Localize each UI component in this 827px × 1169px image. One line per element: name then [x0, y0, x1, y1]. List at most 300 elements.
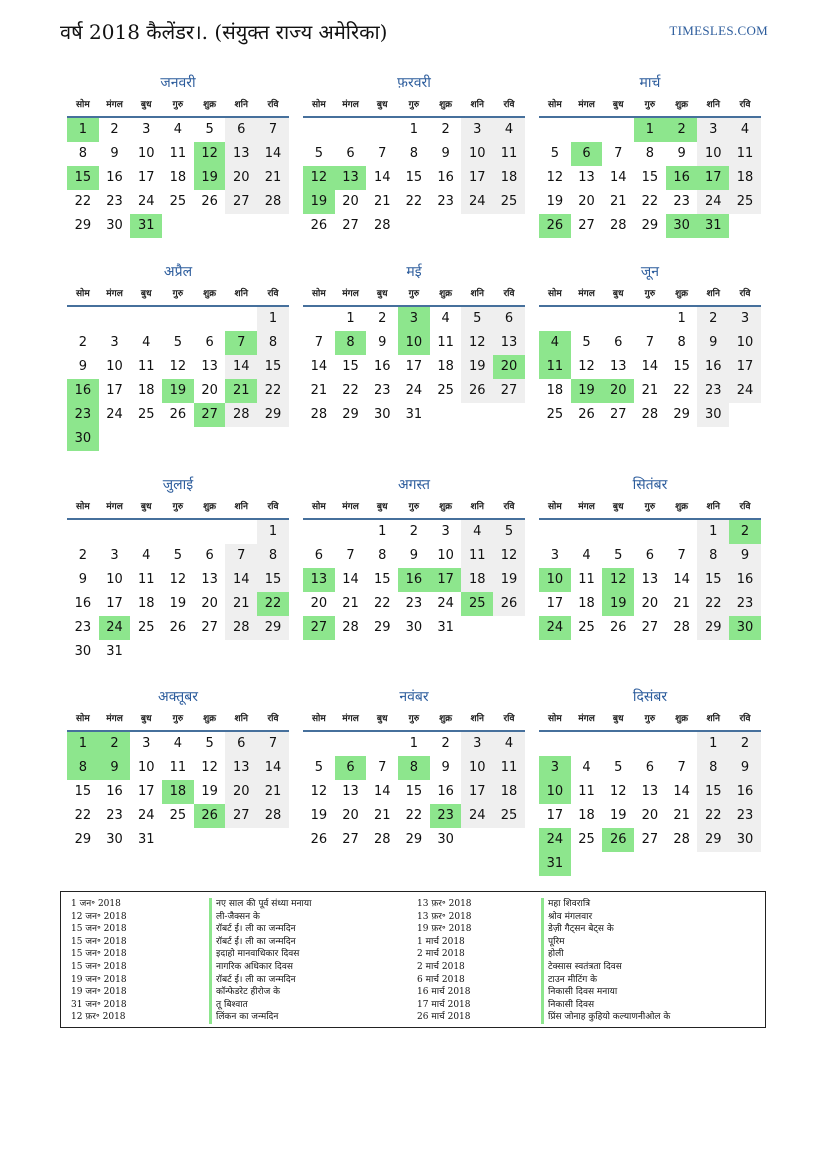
- day-cell: 2: [378, 311, 387, 326]
- holiday-day-cell: 13: [335, 166, 367, 190]
- day-cell: 20: [641, 808, 659, 823]
- legend-event: नागरिक अधिकार दिवस: [209, 961, 311, 974]
- holiday-day-cell: 25: [461, 592, 493, 616]
- empty-cell: [666, 520, 698, 544]
- day-cell: 29: [673, 407, 690, 422]
- day-cell: 29: [697, 828, 729, 852]
- day-cell: 7: [378, 146, 387, 161]
- day-cell: 15: [673, 359, 690, 374]
- month-name: नवंबर: [399, 689, 429, 705]
- holiday-day-cell: 19: [303, 190, 335, 214]
- day-cell: 16: [74, 596, 92, 611]
- day-cell: 17: [137, 784, 155, 799]
- site-link[interactable]: TIMESLES.COM: [669, 23, 768, 38]
- day-cell: 6: [493, 307, 525, 331]
- day-cell: 5: [173, 335, 183, 350]
- weekday-header: शनि: [461, 283, 493, 307]
- day-cell: 12: [169, 572, 187, 587]
- day-cell: 26: [461, 379, 493, 403]
- month-grid: [303, 283, 525, 427]
- day-cell: 20: [342, 808, 359, 823]
- day-cell: 11: [437, 335, 454, 350]
- month-grid: [539, 708, 761, 876]
- month-grid: [303, 496, 525, 640]
- legend-date: 19 फ़र॰ 2018: [417, 924, 472, 935]
- day-cell: 3: [461, 732, 493, 756]
- weekday-header: सोम: [303, 94, 335, 118]
- day-cell: 9: [697, 331, 729, 355]
- day-cell: 14: [257, 142, 289, 166]
- day-cell: 7: [314, 335, 323, 350]
- empty-cell: [571, 118, 603, 142]
- empty-cell: [130, 520, 162, 544]
- day-cell: 6: [346, 146, 355, 161]
- weekday-header: बुध: [130, 708, 162, 732]
- weekday-header: शुक्र: [666, 94, 698, 118]
- day-cell: 15: [405, 170, 423, 185]
- legend-event: निकासी दिवस मनाया: [541, 986, 670, 999]
- holiday-day-cell: 30: [67, 427, 99, 451]
- day-cell: 11: [578, 784, 595, 799]
- weekday-header: सोम: [303, 708, 335, 732]
- empty-cell: [303, 307, 335, 331]
- weekday-header: गुरु: [634, 708, 666, 732]
- day-cell: 18: [578, 596, 595, 611]
- weekday-header: गुरु: [398, 283, 430, 307]
- day-cell: 14: [641, 359, 659, 374]
- weekday-header: रवि: [493, 94, 525, 118]
- holiday-day-cell: 1: [634, 118, 666, 142]
- legend-event: नए साल की पूर्व संध्या मनाया: [209, 898, 311, 911]
- day-cell: 30: [405, 620, 423, 635]
- holiday-day-cell: 10: [398, 331, 430, 355]
- day-cell: 18: [169, 170, 187, 185]
- weekday-header: बुध: [366, 496, 398, 520]
- day-cell: 23: [373, 383, 391, 398]
- day-cell: 25: [137, 407, 155, 422]
- day-cell: 5: [582, 335, 591, 350]
- holiday-day-cell: 10: [539, 780, 571, 804]
- day-cell: 22: [697, 804, 729, 828]
- day-cell: 12: [578, 359, 595, 374]
- day-cell: 30: [74, 644, 92, 659]
- day-cell: 29: [641, 218, 659, 233]
- holiday-day-cell: 8: [67, 756, 99, 780]
- day-cell: 28: [342, 620, 359, 635]
- day-cell: 16: [729, 780, 761, 804]
- weekday-header: रवि: [493, 496, 525, 520]
- day-cell: 21: [257, 780, 289, 804]
- legend-date: 26 मार्च 2018: [417, 1012, 471, 1023]
- day-cell: 17: [405, 359, 423, 374]
- calendar-title: वर्ष 2018 कैलेंडर।. (संयुक्त राज्य अमेरिका): [60, 20, 388, 44]
- holiday-day-cell: 16: [398, 568, 430, 592]
- day-cell: 7: [614, 146, 623, 161]
- day-cell: 20: [342, 194, 359, 209]
- empty-cell: [335, 520, 367, 544]
- holiday-day-cell: 12: [602, 568, 634, 592]
- day-cell: 6: [645, 548, 655, 563]
- empty-cell: [335, 118, 367, 142]
- holiday-day-cell: 31: [539, 852, 571, 876]
- weekday-header: मंगल: [335, 708, 367, 732]
- legend-date: 31 जन॰ 2018: [71, 999, 127, 1010]
- day-cell: 4: [173, 736, 183, 751]
- holiday-day-cell: 9: [99, 756, 131, 780]
- day-cell: 20: [578, 194, 595, 209]
- day-cell: 4: [582, 760, 591, 775]
- day-cell: 2: [441, 122, 450, 137]
- day-cell: 18: [137, 383, 155, 398]
- legend-event: निकासी दिवस: [541, 999, 670, 1012]
- empty-cell: [194, 307, 226, 331]
- legend-event: होली: [541, 948, 670, 961]
- day-cell: 3: [461, 118, 493, 142]
- weekday-header: शनि: [461, 94, 493, 118]
- empty-cell: [666, 732, 698, 756]
- day-cell: 7: [257, 118, 289, 142]
- day-cell: 11: [493, 756, 525, 780]
- holiday-day-cell: 16: [666, 166, 698, 190]
- month-grid: [303, 94, 525, 238]
- day-cell: 5: [205, 736, 214, 751]
- weekday-header: शुक्र: [430, 94, 462, 118]
- weekday-header: सोम: [67, 496, 99, 520]
- day-cell: 23: [697, 379, 729, 403]
- day-cell: 20: [225, 166, 257, 190]
- day-cell: 14: [257, 756, 289, 780]
- day-cell: 13: [493, 331, 525, 355]
- holiday-day-cell: 1: [67, 732, 99, 756]
- day-cell: 4: [493, 118, 525, 142]
- day-cell: 30: [373, 407, 391, 422]
- day-cell: 27: [641, 832, 659, 847]
- day-cell: 2: [697, 307, 729, 331]
- weekday-header: सोम: [539, 283, 571, 307]
- day-cell: 5: [493, 520, 525, 544]
- weekday-header: रवि: [729, 283, 761, 307]
- weekday-header: बुध: [130, 283, 162, 307]
- day-cell: 15: [373, 572, 391, 587]
- legend-date: 19 जन॰ 2018: [71, 974, 127, 985]
- day-cell: 15: [641, 170, 659, 185]
- day-cell: 22: [74, 194, 92, 209]
- day-cell: 3: [729, 307, 761, 331]
- legend-event: प्रिंस जोनाह कुहियो कल्याणनीओल के: [541, 1011, 670, 1024]
- day-cell: 19: [546, 194, 564, 209]
- day-cell: 8: [645, 146, 655, 161]
- weekday-header: बुध: [602, 94, 634, 118]
- month-calendar: [303, 72, 525, 238]
- weekday-header: गुरु: [634, 283, 666, 307]
- day-cell: 10: [437, 548, 454, 563]
- holiday-day-cell: 20: [602, 379, 634, 403]
- month-name: जुलाई: [162, 477, 194, 493]
- weekday-header: मंगल: [99, 94, 131, 118]
- day-cell: 22: [405, 194, 423, 209]
- day-cell: 25: [137, 620, 155, 635]
- empty-cell: [571, 520, 603, 544]
- day-cell: 29: [342, 407, 359, 422]
- day-cell: 27: [578, 218, 595, 233]
- legend-date: 13 फ़र॰ 2018: [417, 899, 472, 909]
- day-cell: 19: [169, 596, 187, 611]
- legend-event: डेज़ी गैट्सन बेट्स के: [541, 923, 670, 936]
- day-cell: 10: [106, 572, 123, 587]
- weekday-header: मंगल: [99, 283, 131, 307]
- holiday-day-cell: 19: [571, 379, 603, 403]
- legend-date: 2 मार्च 2018: [417, 949, 465, 960]
- weekday-header: शनि: [461, 708, 493, 732]
- day-cell: 7: [346, 548, 355, 563]
- weekday-header: शनि: [697, 708, 729, 732]
- day-cell: 8: [677, 335, 686, 350]
- day-cell: 19: [201, 784, 218, 799]
- day-cell: 16: [697, 355, 729, 379]
- day-cell: 12: [493, 544, 525, 568]
- legend-dates-right: [417, 898, 472, 1024]
- weekday-header: रवि: [257, 283, 289, 307]
- holiday-day-cell: 30: [729, 616, 761, 640]
- holiday-day-cell: 3: [398, 307, 430, 331]
- day-cell: 17: [137, 170, 155, 185]
- month-calendar: [67, 686, 289, 852]
- day-cell: 6: [614, 335, 623, 350]
- day-cell: 30: [106, 832, 123, 847]
- empty-cell: [225, 520, 257, 544]
- day-cell: 4: [441, 311, 450, 326]
- holiday-day-cell: 30: [666, 214, 698, 238]
- day-cell: 1: [257, 520, 289, 544]
- day-cell: 18: [546, 383, 564, 398]
- holiday-day-cell: 23: [67, 403, 99, 427]
- empty-cell: [99, 307, 131, 331]
- weekday-header: शनि: [697, 496, 729, 520]
- holiday-day-cell: 2: [666, 118, 698, 142]
- day-cell: 20: [310, 596, 328, 611]
- legend-date: 15 जन॰ 2018: [71, 961, 127, 972]
- day-cell: 27: [609, 407, 627, 422]
- day-cell: 4: [173, 122, 183, 137]
- empty-cell: [366, 732, 398, 756]
- empty-cell: [194, 520, 226, 544]
- day-cell: 21: [373, 808, 391, 823]
- month-name: अगस्त: [397, 477, 430, 493]
- legend-date: 19 जन॰ 2018: [71, 987, 127, 998]
- day-cell: 11: [137, 359, 155, 374]
- day-cell: 1: [257, 307, 289, 331]
- legend-date: 15 जन॰ 2018: [71, 949, 127, 960]
- weekday-header: गुरु: [162, 283, 194, 307]
- month-calendar: [303, 474, 525, 640]
- day-cell: 4: [582, 548, 591, 563]
- day-cell: 18: [437, 359, 454, 374]
- holiday-day-cell: 2: [729, 520, 761, 544]
- day-cell: 17: [546, 596, 564, 611]
- day-cell: 18: [137, 596, 155, 611]
- day-cell: 10: [461, 142, 493, 166]
- weekday-header: रवि: [493, 708, 525, 732]
- weekday-header: बुध: [602, 283, 634, 307]
- holiday-legend: [60, 891, 766, 1028]
- day-cell: 20: [201, 596, 218, 611]
- day-cell: 8: [697, 756, 729, 780]
- day-cell: 8: [409, 146, 419, 161]
- day-cell: 13: [641, 572, 659, 587]
- legend-date: 13 फ़र॰ 2018: [417, 911, 472, 922]
- month-grid: [303, 708, 525, 852]
- weekday-header: रवि: [729, 94, 761, 118]
- day-cell: 29: [74, 218, 92, 233]
- day-cell: 28: [641, 407, 659, 422]
- weekday-header: सोम: [67, 283, 99, 307]
- day-cell: 25: [437, 383, 454, 398]
- legend-events-left: [209, 898, 311, 1024]
- day-cell: 23: [106, 194, 123, 209]
- day-cell: 22: [342, 383, 359, 398]
- day-cell: 17: [729, 355, 761, 379]
- day-cell: 27: [342, 832, 359, 847]
- day-cell: 25: [493, 804, 525, 828]
- holiday-day-cell: 27: [303, 616, 335, 640]
- holiday-day-cell: 24: [539, 828, 571, 852]
- weekday-header: शुक्र: [666, 496, 698, 520]
- day-cell: 7: [225, 544, 257, 568]
- weekday-header: रवि: [257, 496, 289, 520]
- weekday-header: मंगल: [99, 496, 131, 520]
- day-cell: 1: [409, 122, 419, 137]
- day-cell: 1: [697, 520, 729, 544]
- holiday-day-cell: 13: [303, 568, 335, 592]
- day-cell: 30: [729, 828, 761, 852]
- holiday-day-cell: 17: [430, 568, 462, 592]
- day-cell: 30: [106, 218, 123, 233]
- day-cell: 12: [310, 784, 328, 799]
- weekday-header: शनि: [225, 283, 257, 307]
- holiday-day-cell: 22: [257, 592, 289, 616]
- day-cell: 5: [614, 760, 623, 775]
- day-cell: 9: [441, 760, 450, 775]
- empty-cell: [303, 520, 335, 544]
- day-cell: 17: [461, 780, 493, 804]
- day-cell: 21: [342, 596, 359, 611]
- month-calendar: [539, 261, 761, 427]
- holiday-day-cell: 19: [162, 379, 194, 403]
- weekday-header: सोम: [303, 283, 335, 307]
- legend-date: 1 मार्च 2018: [417, 936, 465, 947]
- weekday-header: रवि: [729, 496, 761, 520]
- day-cell: 1: [409, 736, 419, 751]
- empty-cell: [162, 307, 194, 331]
- day-cell: 21: [673, 596, 690, 611]
- legend-event: तू बिश्वात: [209, 999, 311, 1012]
- legend-event: लिंकन का जन्मदिन: [209, 1011, 311, 1024]
- day-cell: 9: [78, 359, 87, 374]
- month-calendar: [539, 686, 761, 876]
- day-cell: 5: [614, 548, 623, 563]
- weekday-header: शनि: [225, 496, 257, 520]
- holiday-day-cell: 31: [697, 214, 729, 238]
- empty-cell: [602, 732, 634, 756]
- empty-cell: [366, 118, 398, 142]
- day-cell: 18: [493, 166, 525, 190]
- empty-cell: [335, 732, 367, 756]
- empty-cell: [602, 307, 634, 331]
- day-cell: 7: [257, 732, 289, 756]
- day-cell: 12: [609, 784, 627, 799]
- day-cell: 22: [74, 808, 92, 823]
- day-cell: 25: [578, 620, 595, 635]
- month-calendar: [67, 261, 289, 451]
- weekday-header: सोम: [539, 708, 571, 732]
- day-cell: 29: [373, 620, 391, 635]
- holiday-day-cell: 8: [335, 331, 367, 355]
- legend-event: पूरिम: [541, 936, 670, 949]
- day-cell: 1: [346, 311, 355, 326]
- day-cell: 21: [310, 383, 328, 398]
- legend-event: श्रोव मंगलवार: [541, 911, 670, 924]
- empty-cell: [303, 732, 335, 756]
- day-cell: 9: [378, 335, 387, 350]
- empty-cell: [539, 307, 571, 331]
- holiday-day-cell: 26: [194, 804, 226, 828]
- day-cell: 7: [645, 335, 655, 350]
- day-cell: 14: [673, 572, 690, 587]
- day-cell: 11: [493, 142, 525, 166]
- day-cell: 16: [106, 784, 123, 799]
- weekday-header: गुरु: [398, 496, 430, 520]
- day-cell: 24: [729, 379, 761, 403]
- month-calendar: [67, 72, 289, 238]
- legend-event: कॉन्फेडरेट हीरोज के: [209, 986, 311, 999]
- day-cell: 27: [201, 620, 218, 635]
- day-cell: 19: [461, 355, 493, 379]
- weekday-header: बुध: [602, 496, 634, 520]
- holiday-day-cell: 26: [602, 828, 634, 852]
- holiday-day-cell: 7: [225, 331, 257, 355]
- month-grid: [539, 283, 761, 427]
- holiday-day-cell: 12: [194, 142, 226, 166]
- holiday-day-cell: 18: [162, 780, 194, 804]
- day-cell: 6: [225, 118, 257, 142]
- day-cell: 19: [609, 808, 627, 823]
- day-cell: 20: [641, 596, 659, 611]
- day-cell: 18: [461, 568, 493, 592]
- weekday-header: गुरु: [398, 94, 430, 118]
- day-cell: 11: [169, 760, 187, 775]
- weekday-header: सोम: [67, 708, 99, 732]
- day-cell: 22: [697, 592, 729, 616]
- month-name: दिसंबर: [632, 689, 668, 705]
- weekday-header: मंगल: [571, 94, 603, 118]
- day-cell: 29: [405, 832, 423, 847]
- day-cell: 15: [257, 355, 289, 379]
- holiday-day-cell: 24: [99, 616, 131, 640]
- weekday-header: शुक्र: [194, 94, 226, 118]
- day-cell: 12: [201, 760, 218, 775]
- day-cell: 22: [641, 194, 659, 209]
- legend-event: इदाहो मानवाधिकार दिवस: [209, 948, 311, 961]
- day-cell: 18: [578, 808, 595, 823]
- weekday-header: बुध: [366, 283, 398, 307]
- legend-date: 15 जन॰ 2018: [71, 924, 127, 935]
- legend-date: 16 मार्च 2018: [417, 987, 471, 998]
- day-cell: 26: [310, 832, 328, 847]
- day-cell: 10: [461, 756, 493, 780]
- day-cell: 24: [106, 407, 123, 422]
- empty-cell: [162, 520, 194, 544]
- day-cell: 22: [405, 808, 423, 823]
